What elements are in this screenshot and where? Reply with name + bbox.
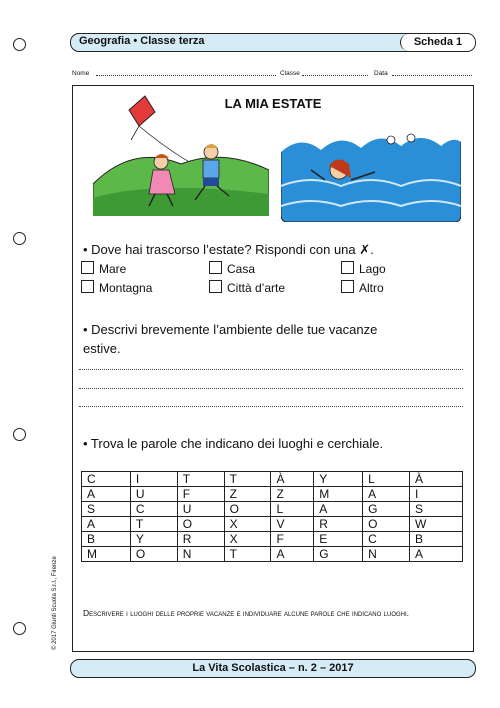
question-2-line-2: estive. [83,341,121,356]
grid-cell[interactable]: U [177,502,224,517]
grid-cell[interactable]: S [82,502,131,517]
checkbox[interactable] [341,280,354,293]
option-casa[interactable]: Casa [209,261,255,276]
grid-row [82,517,463,532]
checkbox[interactable] [341,261,354,274]
grid-cell[interactable]: Z [224,487,271,502]
grid-row [82,487,463,502]
grid-cell[interactable]: A [410,547,463,562]
grid-cell[interactable]: G [314,547,363,562]
swimming-girl-illustration [281,126,461,222]
footer-bar: La Vita Scolastica – n. 2 – 2017 [70,659,476,678]
grid-cell[interactable]: T [224,547,271,562]
option-mare[interactable]: Mare [81,261,126,276]
grid-row [82,532,463,547]
grid-cell[interactable]: B [82,532,131,547]
worksheet-frame [72,85,474,652]
kids-kite-illustration [93,94,269,216]
grid-cell[interactable]: E [314,532,363,547]
checkbox[interactable] [209,280,222,293]
option-citta-arte[interactable]: Città d’arte [209,280,285,295]
grid-cell[interactable]: X [224,532,271,547]
grid-cell[interactable]: C [130,502,177,517]
grid-cell[interactable]: C [82,472,131,487]
checkbox[interactable] [81,280,94,293]
writing-line[interactable] [79,369,463,370]
grid-cell[interactable]: L [363,472,410,487]
grid-cell[interactable]: F [177,487,224,502]
grid-cell[interactable]: A [271,547,314,562]
grid-cell[interactable]: W [410,517,463,532]
writing-line[interactable] [79,388,463,389]
grid-cell[interactable]: T [130,517,177,532]
grid-cell[interactable]: T [177,472,224,487]
class-field[interactable] [302,75,368,76]
subject-label: Geografia • Classe terza [79,35,205,47]
grid-cell[interactable]: R [314,517,363,532]
option-lago[interactable]: Lago [341,261,386,276]
grid-cell[interactable]: N [177,547,224,562]
question-2-line-1: • Descrivi brevemente l’ambiente delle tue vacanze [83,322,378,337]
binder-hole-4 [13,622,26,635]
grid-cell[interactable]: U [130,487,177,502]
grid-cell[interactable]: T [224,472,271,487]
grid-cell[interactable]: Y [130,532,177,547]
writing-line[interactable] [79,406,463,407]
grid-cell[interactable]: I [130,472,177,487]
grid-row [82,547,463,562]
grid-cell[interactable]: R [177,532,224,547]
grid-cell[interactable]: O [363,517,410,532]
teacher-note: Descrivere i luoghi delle proprie vacanze e individuare alcune parole che indicano luoghi. [83,608,410,618]
grid-cell[interactable]: O [224,502,271,517]
grid-cell[interactable]: A [314,502,363,517]
date-label: Data [374,70,388,77]
word-search-grid [81,471,463,562]
class-label: Classe [280,70,300,77]
sheet-tag: Scheda 1 [400,34,475,51]
grid-cell[interactable]: I [410,487,463,502]
grid-cell[interactable]: O [177,517,224,532]
grid-cell[interactable]: X [224,517,271,532]
grid-cell[interactable]: À [271,472,314,487]
grid-cell[interactable]: A [82,517,131,532]
question-3: • Trova le parole che indicano dei luoghi e cerchiale. [83,436,384,451]
page-title: LA MIA ESTATE [224,96,322,111]
option-altro[interactable]: Altro [341,280,384,295]
grid-cell[interactable]: A [363,487,410,502]
binder-hole-2 [13,232,26,245]
grid-row [82,472,463,487]
date-field[interactable] [392,75,472,76]
grid-cell[interactable]: O [130,547,177,562]
grid-cell[interactable]: Z [271,487,314,502]
name-label: Nome [72,70,90,77]
grid-cell[interactable]: V [271,517,314,532]
grid-cell[interactable]: G [363,502,410,517]
grid-cell[interactable]: À [410,472,463,487]
name-field[interactable] [96,75,276,76]
grid-cell[interactable]: N [363,547,410,562]
grid-row [82,502,463,517]
checkbox[interactable] [81,261,94,274]
header-bar [70,33,476,52]
binder-hole-3 [13,428,26,441]
grid-cell[interactable]: L [271,502,314,517]
option-montagna[interactable]: Montagna [81,280,152,295]
grid-cell[interactable]: M [314,487,363,502]
question-1: • Dove hai trascorso l’estate? Rispondi con una ✗. [83,242,374,257]
binder-hole-1 [13,38,26,51]
grid-cell[interactable]: F [271,532,314,547]
grid-cell[interactable]: M [82,547,131,562]
grid-cell[interactable]: S [410,502,463,517]
grid-cell[interactable]: A [82,487,131,502]
checkbox[interactable] [209,261,222,274]
copyright: © 2017 Giunti Scuola S.r.l., Firenze [52,556,58,650]
grid-cell[interactable]: B [410,532,463,547]
grid-cell[interactable]: C [363,532,410,547]
grid-cell[interactable]: Y [314,472,363,487]
